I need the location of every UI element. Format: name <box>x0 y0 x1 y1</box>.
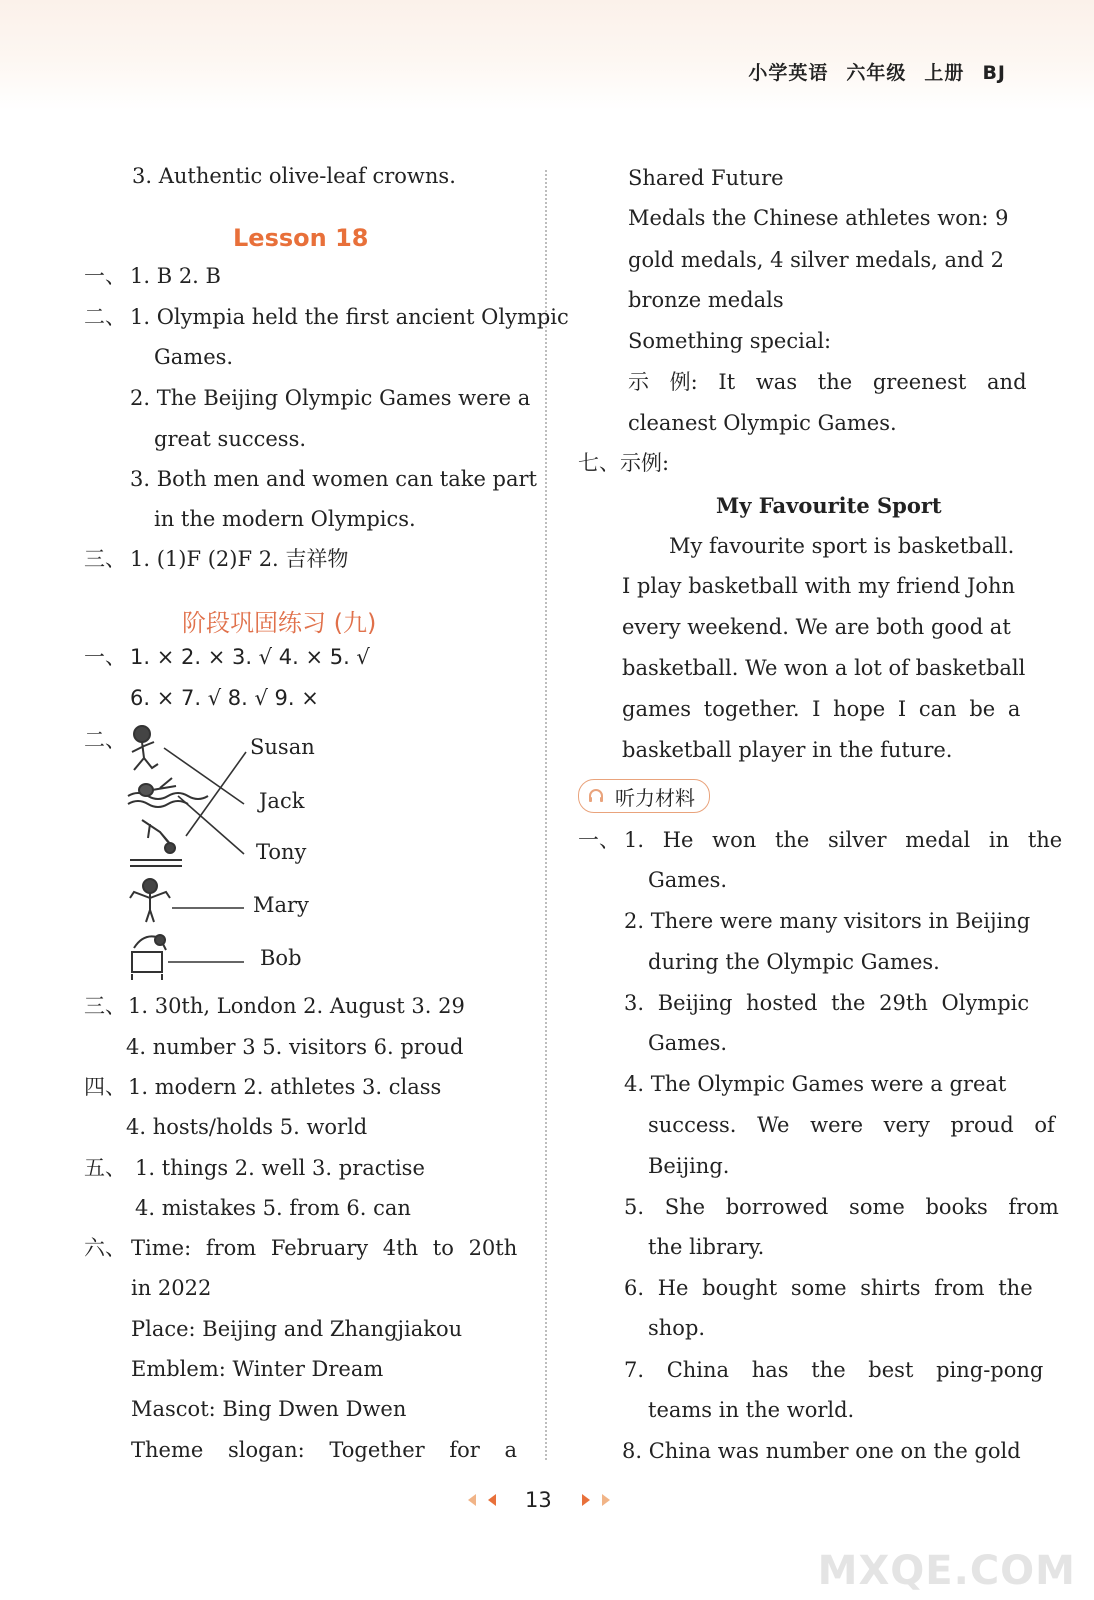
answer-line: 1. × 2. × 3. √ 4. × 5. √ <box>130 645 370 669</box>
answer-line: great success. <box>154 427 307 451</box>
match-name-mary: Mary <box>253 893 309 917</box>
section-mark: 一、 <box>578 828 620 852</box>
essay-line: games together. I hope I can be a <box>622 697 1021 721</box>
section-mark: 六、 <box>84 1236 126 1260</box>
header-subject: 小学英语 <box>748 62 829 84</box>
answer-line: 6. × 7. √ 8. √ 9. × <box>130 686 319 710</box>
match-line <box>186 752 246 836</box>
section-mark: 二、 <box>84 305 126 329</box>
section-mark: 一、 <box>84 645 126 669</box>
transcript-line: 8. China was number one on the gold <box>622 1439 1021 1463</box>
answer-line: 4. mistakes 5. from 6. can <box>135 1196 411 1220</box>
section-mark: 七、示例: <box>578 451 670 475</box>
match-lines <box>164 748 246 962</box>
answer-line: Place: Beijing and Zhangjiakou <box>131 1317 463 1341</box>
answer-line: 1. B 2. B <box>130 264 221 288</box>
answer-line: 3. Authentic olive-leaf crowns. <box>132 164 456 188</box>
match-name-tony: Tony <box>256 840 307 864</box>
answer-line: 1. things 2. well 3. practise <box>135 1156 425 1180</box>
watermark-logo: MXQE.COM <box>817 1548 1076 1594</box>
answer-line: Games. <box>154 345 234 369</box>
section-mark: 四、 <box>84 1075 126 1099</box>
answer-line: gold medals, 4 silver medals, and 2 <box>628 248 1004 272</box>
answer-line: 示 例: It was the greenest and <box>628 370 1027 394</box>
answer-line: 4. hosts/holds 5. world <box>126 1115 368 1139</box>
answer-line: in 2022 <box>131 1276 212 1300</box>
answer-line: bronze medals <box>628 288 784 312</box>
runner-icon <box>132 726 158 770</box>
answer-line: Shared Future <box>628 166 784 190</box>
answer-line: cleanest Olympic Games. <box>628 411 897 435</box>
essay-line: I play basketball with my friend John <box>622 574 1016 598</box>
transcript-line: Beijing. <box>648 1154 730 1178</box>
stage-title: 阶段巩固练习 (九) <box>182 609 377 637</box>
answer-line: Theme slogan: Together for a <box>131 1438 517 1462</box>
answer-line: in the modern Olympics. <box>154 507 416 531</box>
match-line <box>178 796 244 854</box>
answer-line: Mascot: Bing Dwen Dwen <box>131 1397 407 1421</box>
transcript-line: 6. He bought some shirts from the <box>624 1276 1033 1300</box>
transcript-line: 2. There were many visitors in Beijing <box>624 909 1031 933</box>
transcript-line: 5. She borrowed some books from <box>624 1195 1059 1219</box>
transcript-line: 7. China has the best ping-pong <box>624 1358 1044 1382</box>
match-line <box>164 748 244 804</box>
page-header <box>730 58 1006 85</box>
essay-line: basketball player in the future. <box>622 738 953 762</box>
answer-line: 4. number 3 5. visitors 6. proud <box>126 1035 464 1059</box>
answer-line: Medals the Chinese athletes won: 9 <box>628 206 1009 230</box>
headphones-icon <box>587 787 605 805</box>
swimmer-icon <box>128 778 208 807</box>
section-mark: 三、 <box>84 994 126 1018</box>
section-mark: 二、 <box>84 728 126 752</box>
answer-line: 1. 30th, London 2. August 3. 29 <box>128 994 465 1018</box>
listening-tag-label: 听力材料 <box>615 785 695 810</box>
transcript-line: 3. Beijing hosted the 29th Olympic <box>624 991 1030 1015</box>
page-number: 13 <box>525 1488 552 1512</box>
transcript-line: Games. <box>648 868 728 892</box>
prev-arrows-icon <box>466 1492 502 1508</box>
transcript-line: during the Olympic Games. <box>648 950 940 974</box>
answer-line: 3. Both men and women can take part <box>130 467 537 491</box>
lesson-title: Lesson 18 <box>233 224 369 252</box>
essay-line: every weekend. We are both good at <box>622 615 1011 639</box>
gymnast-icon <box>130 879 170 922</box>
section-mark: 一、 <box>84 264 126 288</box>
essay-line: My favourite sport is basketball. <box>669 534 1015 558</box>
match-name-susan: Susan <box>250 735 315 759</box>
vault-icon <box>132 935 166 980</box>
answer-line: Emblem: Winter Dream <box>131 1357 384 1381</box>
header-grade: 六年级 <box>846 62 907 84</box>
header-band <box>0 0 1094 110</box>
essay-line: basketball. We won a lot of basketball <box>622 656 1026 680</box>
transcript-line: teams in the world. <box>648 1398 855 1422</box>
transcript-line: success. We were very proud of <box>648 1113 1055 1137</box>
transcript-line: Games. <box>648 1031 728 1055</box>
answer-line: 1. Olympia held the first ancient Olympic <box>130 305 569 329</box>
essay-title: My Favourite Sport <box>716 493 942 518</box>
answer-line: Time: from February 4th to 20th <box>131 1236 518 1260</box>
transcript-line: 4. The Olympic Games were a great <box>624 1072 1007 1096</box>
match-name-bob: Bob <box>260 946 302 970</box>
match-name-jack: Jack <box>259 789 305 813</box>
transcript-line: the library. <box>648 1235 765 1259</box>
transcript-line: shop. <box>648 1316 706 1340</box>
column-divider <box>545 170 547 1460</box>
listening-material-tag <box>578 779 710 813</box>
answer-line: 2. The Beijing Olympic Games were a <box>130 386 531 410</box>
next-arrows-icon <box>576 1492 612 1508</box>
answer-line: 1. modern 2. athletes 3. class <box>128 1075 442 1099</box>
section-mark: 三、 <box>84 547 126 571</box>
section-mark: 五、 <box>84 1156 126 1180</box>
answer-line: 1. (1)F (2)F 2. 吉祥物 <box>130 547 349 571</box>
header-volume: 上册 <box>924 62 965 84</box>
transcript-line: 1. He won the silver medal in the <box>624 828 1063 852</box>
diver-icon <box>130 820 182 866</box>
header-edition: BJ <box>982 62 1006 84</box>
answer-line: Something special: <box>628 329 832 353</box>
